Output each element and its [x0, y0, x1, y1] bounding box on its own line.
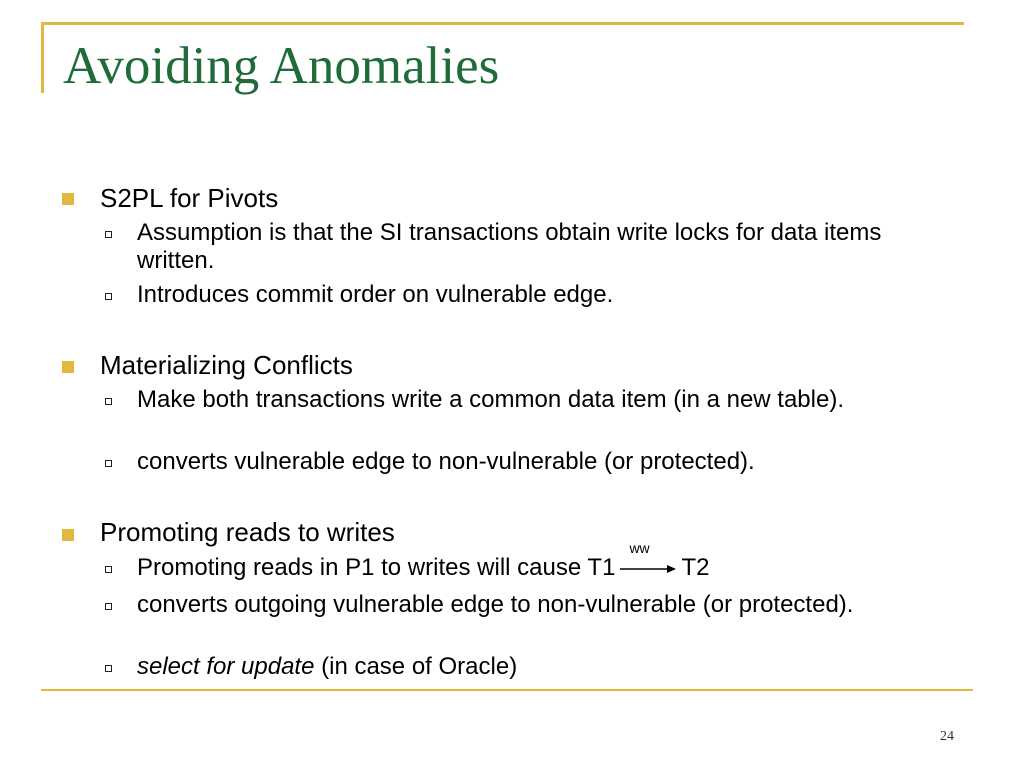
- section-item: Introduces commit order on vulnerable edge.: [137, 281, 614, 308]
- sub-bullet-box-icon: [105, 603, 112, 610]
- section-item: Make both transactions write a common data item (in a new table).: [137, 386, 844, 413]
- sub-bullet-box-icon: [105, 231, 112, 238]
- bullet-square-icon: [62, 361, 74, 373]
- section-item: converts outgoing vulnerable edge to non-vulnerable (or protected).: [137, 591, 854, 618]
- section-item: Assumption is that the SI transactions obtain write locks for data items written.: [137, 219, 882, 274]
- page-number: 24: [940, 729, 954, 744]
- section-item: converts vulnerable edge to non-vulnerable (or protected).: [137, 448, 755, 475]
- ww-arrow: [619, 540, 677, 582]
- ww-label: ww: [629, 540, 650, 556]
- section-heading-promoting: Promoting reads to writes: [100, 517, 395, 547]
- slide-title: Avoiding Anomalies: [63, 37, 500, 95]
- section-heading-materializing: Materializing Conflicts: [100, 350, 353, 380]
- sub-bullet-box-icon: [105, 398, 112, 405]
- section-item-oracle: [137, 653, 957, 681]
- section-item-ww-edge: [137, 540, 957, 582]
- frame-left-line: [41, 22, 44, 93]
- sub-bullet-box-icon: [105, 566, 112, 573]
- item-italic-text: select for update: [137, 653, 315, 680]
- right-arrow-icon: [619, 563, 677, 575]
- bullet-square-icon: [62, 529, 74, 541]
- item-plain-text: (in case of Oracle): [314, 653, 518, 680]
- bullet-square-icon: [62, 193, 74, 205]
- item-text-before: Promoting reads in P1 to writes will cause T1: [137, 554, 616, 581]
- sub-bullet-box-icon: [105, 665, 112, 672]
- frame-bottom-line: [41, 689, 973, 691]
- sub-bullet-box-icon: [105, 460, 112, 467]
- sub-bullet-box-icon: [105, 293, 112, 300]
- frame-top-line: [41, 22, 964, 25]
- section-heading-s2pl: S2PL for Pivots: [100, 183, 279, 213]
- item-text-after: T2: [681, 554, 710, 581]
